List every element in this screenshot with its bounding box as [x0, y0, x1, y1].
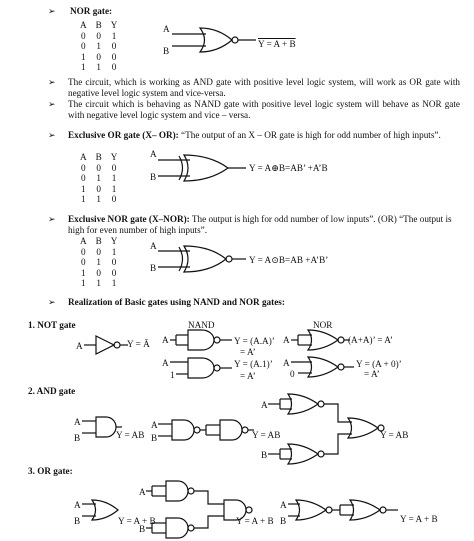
- nand-not-gate-1: [170, 330, 232, 350]
- table-row: 1 0 0: [81, 267, 117, 278]
- or1-input-a: A: [74, 500, 81, 510]
- table-row: 0 1 0: [81, 41, 117, 51]
- nor-input-b: B: [163, 46, 170, 56]
- or3-input-a: A: [280, 500, 287, 510]
- nand-not-gate-2: [170, 358, 232, 378]
- table-row: 0 1 0: [81, 257, 117, 267]
- nor2-output: Y = (A + 0)’: [356, 359, 402, 369]
- or-section-title: 3. OR gate:: [28, 466, 73, 476]
- not-gate-symbol: [84, 336, 128, 354]
- or1-input-b: B: [74, 516, 81, 526]
- nor2-input-a: A: [283, 358, 290, 368]
- note-1: The circuit, which is working as AND gate with positive level logic system, will work as OR gate with negative level logic system and vice-versa.: [68, 77, 460, 98]
- xnor-input-a: A: [150, 241, 157, 251]
- or2-output: Y = A + B: [236, 516, 274, 526]
- or1-output: Y = A + B: [118, 516, 156, 526]
- nor-output: Y = A + B: [258, 39, 296, 49]
- or2-input-a: A: [139, 487, 146, 497]
- note-2: The circuit which is behaving as NAND gate with positive level logic system will behave as NOR gate with negative level logic system and vice – versa.: [68, 99, 460, 120]
- nand-label: NAND: [188, 320, 215, 330]
- table-row: 0 0 1: [81, 246, 117, 257]
- table-row: 1 1 0: [81, 194, 117, 204]
- and2-input-b: B: [151, 433, 158, 443]
- or3-output: Y = A + B: [400, 514, 438, 524]
- nor-title: NOR gate:: [70, 6, 113, 16]
- nor1-input-a: A: [283, 335, 290, 345]
- table-header-row: A B Y: [80, 236, 118, 246]
- nor-not-gate-1: [291, 330, 350, 350]
- table-row: 0 0 0: [81, 162, 117, 173]
- nor-gate-symbol: [172, 28, 256, 52]
- nor2-input-zero: 0: [290, 369, 295, 379]
- table-row: 1 1 0: [81, 62, 117, 72]
- nor-not-gate-2: [291, 357, 354, 377]
- bullet-icon: ➢: [48, 77, 56, 87]
- not-output: Y = Ā: [127, 339, 150, 349]
- nand2-output: Y = (A.1)’: [234, 359, 273, 369]
- xor-output: Y = A⊕B=AB’ +A’B: [249, 163, 328, 173]
- table-row: 1 0 0: [81, 51, 117, 62]
- bullet-icon: ➢: [48, 297, 56, 307]
- and3-input-b: B: [261, 450, 268, 460]
- table-header-row: A B Y: [80, 152, 118, 162]
- nand1-output-2: = A’: [240, 347, 256, 357]
- xor-input-a: A: [150, 149, 157, 159]
- nor1-output: (A+A)’ = A’: [348, 335, 393, 345]
- and3-output: Y = AB: [380, 430, 409, 440]
- not-input-a: A: [76, 341, 83, 351]
- xor-gate-symbol: [158, 155, 246, 181]
- table-row: 1 1 1: [81, 278, 117, 288]
- nand2-input-a: A: [162, 358, 169, 368]
- and2-input-a: A: [151, 420, 158, 430]
- nor-label: NOR: [313, 320, 333, 330]
- or2-input-b: B: [139, 524, 146, 534]
- xnor-desc: The output is high for odd number of low inputs”. (OR) “The output is high for even number of high inputs”.: [68, 214, 452, 235]
- bullet-icon: ➢: [48, 130, 56, 140]
- table-row: 0 0 1: [81, 30, 117, 41]
- bullet-icon: ➢: [48, 6, 56, 16]
- nand1-input-a: A: [162, 335, 169, 345]
- table-row: 1 0 1: [81, 183, 117, 194]
- table-header-row: A B Y: [80, 20, 118, 30]
- xor-desc: “The output of an X – OR gate is high for odd number of high inputs”.: [181, 130, 441, 140]
- and1-input-b: B: [74, 433, 81, 443]
- realization-title: Realization of Basic gates using NAND and NOR gates:: [68, 297, 285, 307]
- and1-output: Y = AB: [116, 430, 145, 440]
- not-section-title: 1. NOT gate: [28, 320, 76, 330]
- xor-title: Exclusive OR gate (X– OR):: [68, 130, 179, 140]
- bullet-icon: ➢: [48, 214, 56, 224]
- and-using-nor: [268, 394, 384, 464]
- nor-input-a: A: [163, 24, 170, 34]
- or3-input-b: B: [280, 516, 287, 526]
- nor2-output-2: = A’: [364, 369, 380, 379]
- nand1-output: Y = (A.A)’: [234, 336, 275, 346]
- xnor-gate-symbol: [158, 246, 246, 272]
- and-gate-symbol: [82, 417, 122, 437]
- and-section-title: 2. AND gate: [28, 386, 76, 396]
- and1-input-a: A: [74, 417, 81, 427]
- and2-output: Y = AB: [252, 430, 281, 440]
- nand2-input-one: 1: [170, 370, 175, 380]
- xnor-input-b: B: [150, 263, 157, 273]
- and-using-nand: [158, 420, 254, 440]
- or-using-nor: [288, 500, 398, 520]
- or-using-nand: [146, 481, 252, 538]
- and3-input-a: A: [261, 400, 268, 410]
- xnor-output: Y = A⊙B=AB +A’B’: [249, 255, 329, 265]
- xor-input-b: B: [150, 172, 157, 182]
- bullet-icon: ➢: [48, 99, 56, 109]
- table-row: 0 1 1: [81, 173, 117, 183]
- or-gate-symbol: [82, 500, 118, 520]
- xnor-title: Exclusive NOR gate (X–NOR):: [68, 214, 190, 224]
- nand2-output-2: = A’: [240, 371, 256, 381]
